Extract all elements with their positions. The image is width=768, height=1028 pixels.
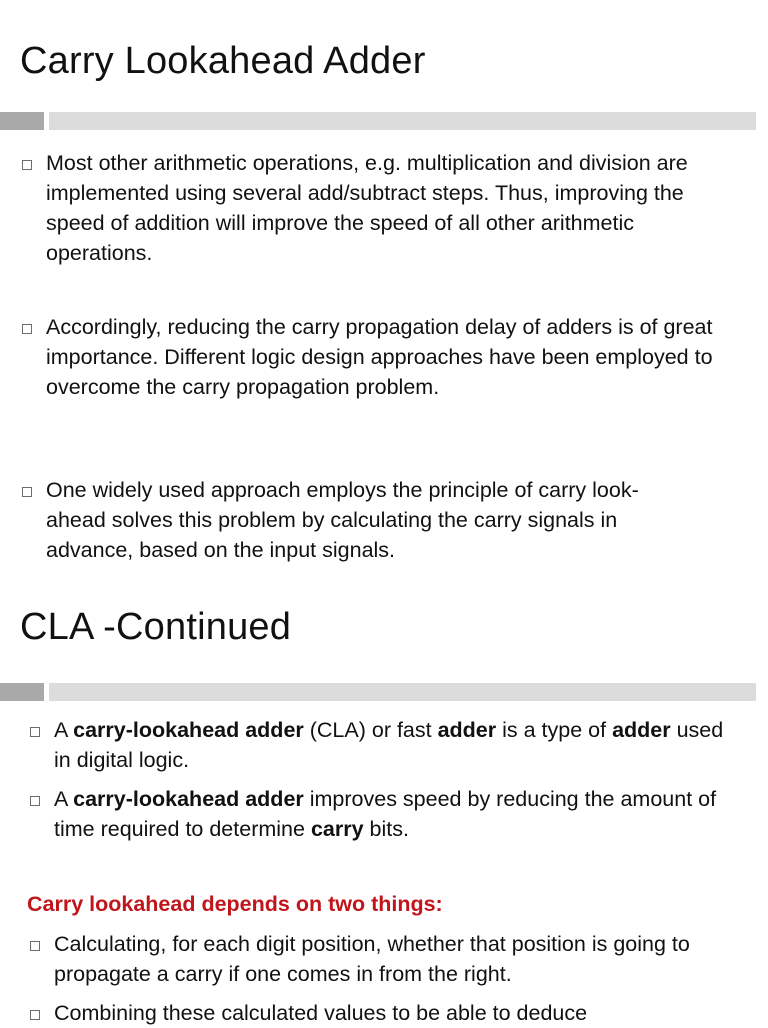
bold-term: carry-lookahead adder [73,787,304,811]
bullet-item [54,929,734,989]
slide-2 [0,590,768,1024]
square-bullet-icon [22,324,32,334]
bullet-text: bits. [363,817,409,841]
square-bullet-icon [22,160,32,170]
rule-accent-block [0,683,44,701]
bullet-text: A [54,787,74,811]
title-rule [0,112,768,130]
bold-term: carry-lookahead adder [73,718,304,742]
bold-term: carry [310,817,364,841]
rule-bar [49,683,756,701]
bullet-item [46,148,736,268]
bullet-text: improves speed by reducing the amount of time required to determine [54,787,717,841]
bullet-text: A [54,718,74,742]
bullet-text: Calculating, for each digit position, whether that position is going to propagate a carry if one comes in from the right. [54,932,690,986]
slide-title: Carry Lookahead Adder [20,40,426,82]
bullet-item [46,312,726,402]
title-rule [0,683,768,701]
bold-term: adder [612,718,671,742]
bullet-text: Most other arithmetic operations, e.g. multiplication and division are implemented using several add/subtract steps. Thus, improving the speed of addition will improve the speed of all other arithmetic operations. [46,151,688,265]
square-bullet-icon [30,796,40,806]
slide-title: CLA -Continued [20,606,292,648]
bullet-item [54,784,744,844]
square-bullet-icon [30,941,40,951]
bullet-text: is a type of [496,718,613,742]
square-bullet-icon [22,487,32,497]
bold-term: adder [437,718,497,742]
bullet-text: Accordingly, reducing the carry propagation delay of adders is of great importance. Different logic design approaches have been employed to overcome the carry propagation problem. [46,315,713,399]
bullet-text: (CLA) or fast [303,718,438,742]
bullet-item [54,715,734,775]
rule-bar [49,112,756,130]
square-bullet-icon [30,727,40,737]
bullet-item [46,475,696,565]
bullet-text: Combining these calculated values to be able to deduce [54,1001,588,1025]
bullet-text: One widely used approach employs the principle of carry look-ahead solves this problem by calculating the carry signals in advance, based on the input signals. [46,478,639,562]
bullet-text: used in digital logic. [54,718,724,772]
rule-accent-block [0,112,44,130]
square-bullet-icon [30,1010,40,1020]
red-subheading: Carry lookahead depends on two things: [27,892,443,916]
